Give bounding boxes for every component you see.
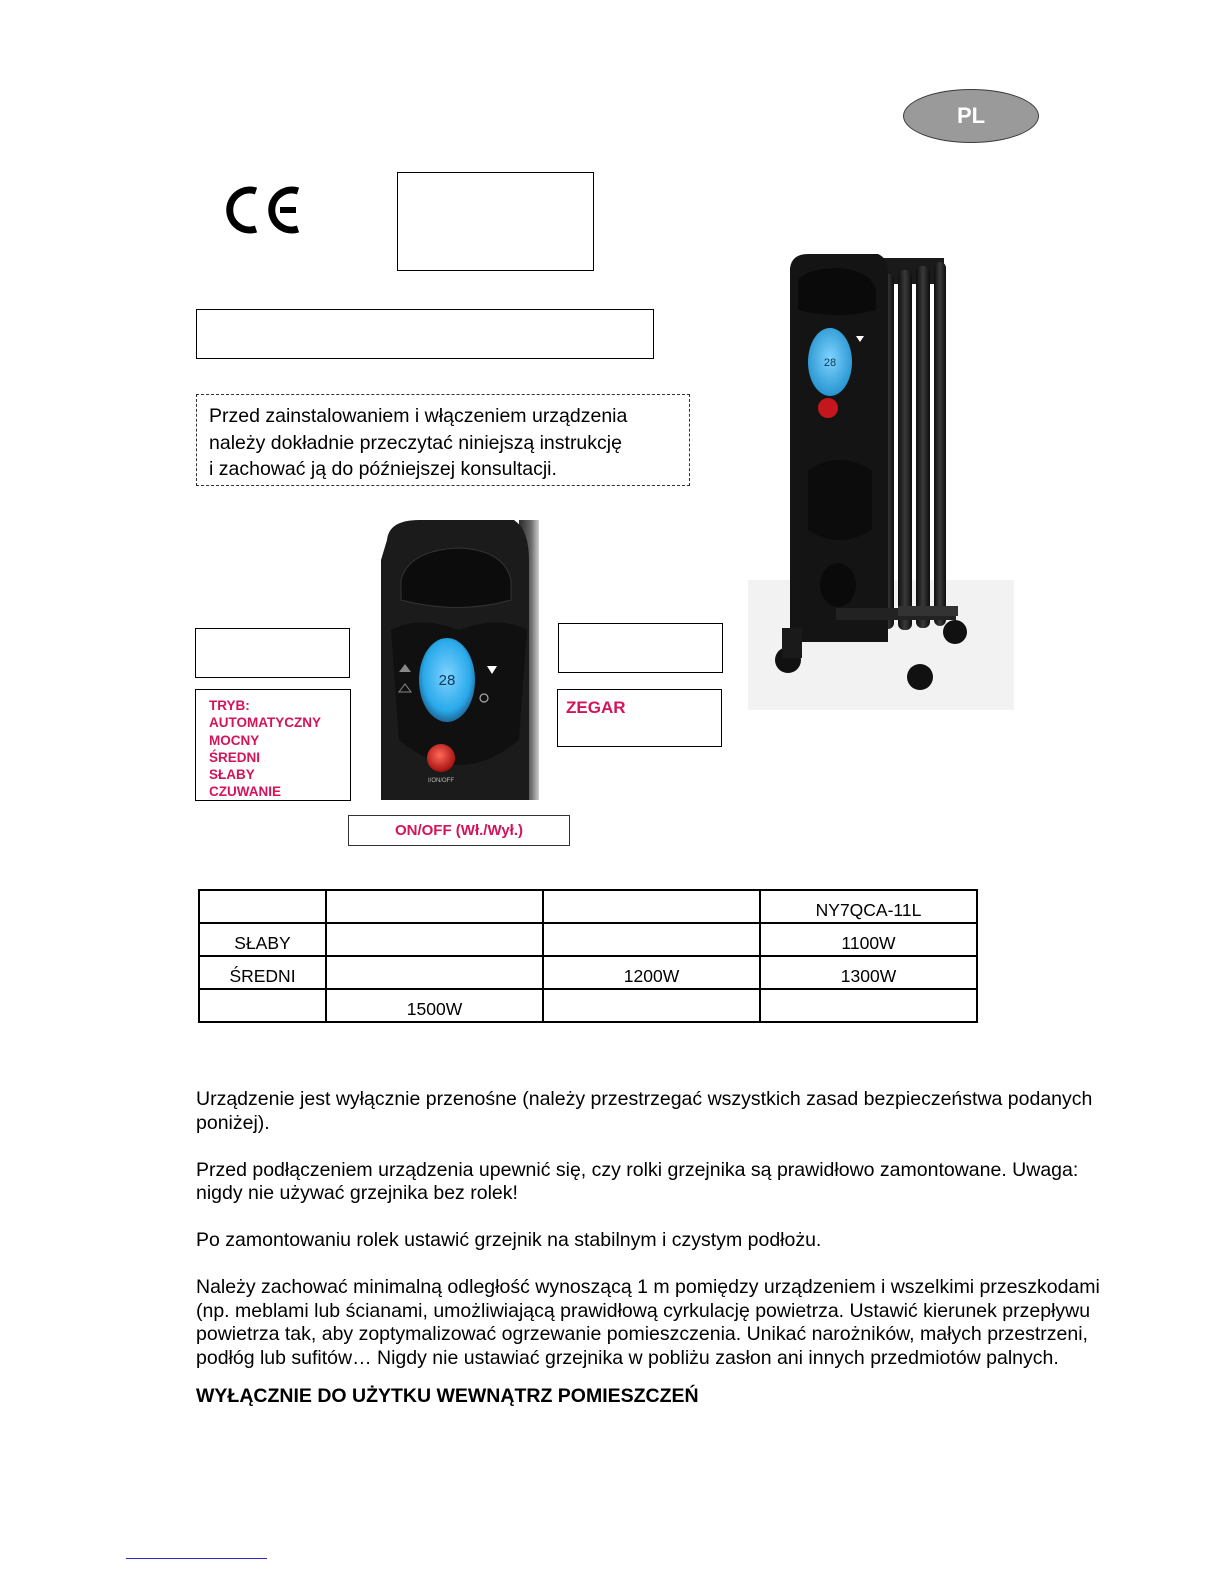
table-cell: 1100W bbox=[760, 923, 977, 956]
warning-notice bbox=[196, 394, 690, 486]
blank-label-right bbox=[558, 623, 723, 673]
spec-table bbox=[198, 889, 978, 1023]
ce-mark-icon bbox=[222, 185, 306, 235]
language-badge: PL bbox=[903, 89, 1039, 143]
table-row bbox=[199, 956, 977, 989]
blank-box-title bbox=[196, 309, 654, 359]
on-off-label: ON/OFF (Wł./Wył.) bbox=[348, 815, 570, 846]
paragraph: Przed podłączeniem urządzenia upewnić się, czy rolki grzejnika są prawidłowo zamontowane. Uwaga: nigdy nie używać grzejnika bez rolek! bbox=[196, 1158, 1079, 1204]
mode-label-line: CZUWANIE bbox=[209, 784, 281, 800]
control-panel-image bbox=[379, 520, 539, 800]
mode-label-line: MOCNY bbox=[209, 732, 260, 748]
warning-line: Przed zainstalowaniem i włączeniem urządzenia bbox=[209, 405, 628, 427]
table-cell bbox=[326, 890, 543, 923]
table-cell bbox=[543, 890, 760, 923]
table-row bbox=[199, 890, 977, 923]
paragraph: Po zamontowaniu rolek ustawić grzejnik na stabilnym i czystym podłożu. bbox=[196, 1229, 822, 1251]
table-cell bbox=[326, 923, 543, 956]
warning-line: należy dokładnie przeczytać niniejszą instrukcję bbox=[209, 431, 622, 454]
blank-label-left bbox=[195, 628, 350, 678]
table-cell bbox=[199, 989, 326, 1022]
table-cell: SŁABY bbox=[199, 923, 326, 956]
table-cell: NY7QCA-11L bbox=[760, 890, 977, 923]
mode-label-line: ŚREDNI bbox=[209, 749, 261, 765]
paragraph: Należy zachować minimalną odległość wynoszącą 1 m pomiędzy urządzeniem i wszelkimi przeszkodami (np. meblami lub ścianami, umożliwiającą prawidłową cyrkulację powietrza. Ustawić kierunek przepływu powietrza tak, aby zoptymalizować ogrzewanie pomieszczenia. Unikać narożników, małych przestrzeni, podłóg lub sufitów… Nigdy nie ustawiać grzejnika w pobliżu zasłon ani innych przedmiotów palnych. bbox=[196, 1276, 1100, 1369]
body-text bbox=[196, 1088, 1126, 1409]
table-cell: 1200W bbox=[543, 956, 760, 989]
table-cell bbox=[199, 890, 326, 923]
blank-box-top bbox=[397, 172, 594, 271]
mode-label-box bbox=[195, 689, 351, 801]
svg-text:I/ON/OFF: I/ON/OFF bbox=[428, 778, 454, 784]
warning-line: i zachować ją do późniejszej konsultacji. bbox=[209, 458, 557, 480]
table-cell: 1500W bbox=[326, 989, 543, 1022]
mode-label-line: SŁABY bbox=[209, 767, 255, 783]
table-cell: ŚREDNI bbox=[199, 956, 326, 989]
table-cell bbox=[326, 956, 543, 989]
table-cell bbox=[543, 923, 760, 956]
paragraph: Urządzenie jest wyłącznie przenośne (należy przestrzegać wszystkich zasad bezpieczeństwa podanych poniżej). bbox=[196, 1088, 1093, 1134]
mode-label-line: TRYB: bbox=[209, 698, 250, 713]
svg-text:28: 28 bbox=[823, 357, 837, 369]
footnote-separator bbox=[126, 1558, 267, 1559]
table-row bbox=[199, 989, 977, 1022]
table-cell bbox=[760, 989, 977, 1022]
table-row bbox=[199, 923, 977, 956]
timer-label: ZEGAR bbox=[566, 698, 626, 717]
table-cell bbox=[543, 989, 760, 1022]
timer-label-box bbox=[557, 689, 722, 747]
heater-image bbox=[748, 250, 1014, 710]
display-readout: 28 bbox=[438, 672, 456, 689]
table-cell: 1300W bbox=[760, 956, 977, 989]
mode-label-line: AUTOMATYCZNY bbox=[209, 715, 321, 731]
indoor-use-heading: WYŁĄCZNIE DO UŻYTKU WEWNĄTRZ POMIESZCZEŃ bbox=[196, 1385, 699, 1407]
